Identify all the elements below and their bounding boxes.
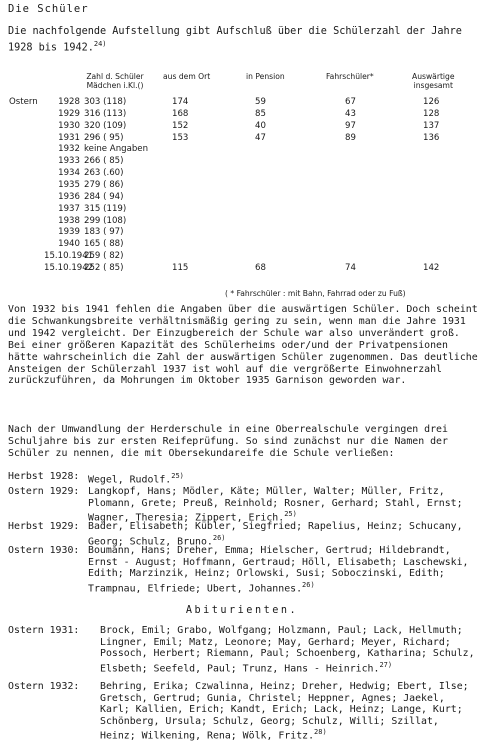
row-total: 263 (.60): [84, 168, 124, 179]
footnote-ref: 28): [314, 728, 327, 737]
row-fahr: 97: [345, 120, 356, 131]
paragraph-transition: Nach der Umwandlung der Herderschule in eine Oberrealschule vergingen drei Schuljahre bis zur ersten Reifeprüfung. So sind zunächst nur die Namen der Schüler zu nennen, die mit Obersekundareife die Schule verließen:: [8, 424, 448, 459]
col-header-ort: aus dem Ort: [163, 72, 211, 81]
abiturienten-heading: Abiturienten.: [185, 605, 299, 616]
row-total: 252 ( 85): [84, 262, 124, 273]
table-row: [0, 168, 484, 180]
list-item-names: [88, 521, 480, 547]
names-text: Langkopf, Hans; Mödler, Käte; Müller, Walter; Müller, Fritz, Plomann, Grete; Preuß, Reinhold; Rosner, Gerhard; Stahl, Ernst; Wagner, Theresia; Zippert, Erich.: [88, 486, 463, 524]
col-header-pension: in Pension: [246, 72, 285, 81]
row-ort: 115: [172, 262, 189, 273]
row-year: 1932: [58, 144, 80, 155]
row-year: 1939: [58, 227, 80, 238]
list-item-date: Ostern 1931:: [8, 625, 80, 636]
row-total: 165 ( 88): [84, 239, 124, 250]
row-year: 1930: [58, 120, 80, 131]
row-fahr: 67: [345, 97, 356, 107]
table-row: [0, 263, 484, 275]
list-item-date: Herbst 1929:: [8, 521, 80, 532]
col-header-total-line2: Mädchen i.Kl.(): [86, 81, 144, 90]
row-label: Ostern: [9, 97, 38, 107]
row-ausw: 137: [423, 120, 440, 131]
row-year: 1935: [58, 179, 80, 190]
row-ausw: 128: [423, 108, 440, 119]
footnote-ref: 24): [93, 40, 107, 48]
col-header-ausw-line2: insgesamt: [413, 81, 453, 90]
col-header-total: [70, 72, 160, 90]
table-row: [0, 216, 484, 228]
row-ausw: 126: [423, 97, 440, 107]
col-header-fahr: Fahrschüler*: [326, 72, 374, 81]
row-fahr: 74: [345, 262, 356, 273]
row-year: 1936: [58, 191, 80, 202]
footnote-ref: 25): [171, 472, 184, 480]
row-total: 299 (108): [84, 215, 127, 226]
footnote-ref: 25): [284, 510, 297, 519]
list-item-date: Ostern 1930:: [8, 545, 80, 556]
list-item-names: [100, 625, 480, 675]
table-row: [0, 180, 484, 192]
row-year: 1938: [58, 215, 80, 226]
row-total: 316 (113): [84, 108, 127, 119]
row-year: 15.10.1941: [44, 251, 94, 262]
row-year: 15.10.1942: [44, 262, 94, 273]
table-row: [0, 204, 484, 216]
names-text: Brock, Emil; Grabo, Wolfgang; Holzmann, Paul; Lack, Hellmuth; Lingner, Emil; Matz, Leonore; May, Gerhard; Meyer, Richard; Possoch, Herbert; Riemann, Paul; Schoenberg, Katharina; Schulz, Elsbeth; Seefeld, Paul; Trunz, Hans - Heinrich.: [100, 625, 475, 675]
row-total: 279 ( 86): [84, 179, 124, 190]
names-text: Boumann, Hans; Dreher, Emma; Hielscher, Gertrud; Hildebrandt, Ernst - August; Hoffmann, Gertraud; Höll, Elisabeth; Laschewski, Edith; Marzinzik, Heinz; Orlowski, Susi; Soboczinski, Edith; Trampnau, Elfriede; Ubert, Johannes.: [88, 545, 469, 595]
table-row: [0, 121, 484, 133]
row-year: 1929: [58, 108, 80, 119]
row-total: 296 ( 95): [84, 132, 124, 143]
col-header-ausw-line1: Auswärtige: [412, 72, 455, 81]
list-item-names: [88, 486, 480, 524]
footnote-ref: 27): [379, 660, 393, 669]
row-ort: 153: [172, 132, 189, 143]
list-item-names: [100, 681, 480, 742]
col-header-total-line1: Zahl d. Schüler: [86, 72, 144, 81]
row-total: 266 ( 85): [84, 156, 124, 167]
table-footnote: ( * Fahrschüler : mit Bahn, Fahrrad oder zu Fuß): [225, 289, 406, 298]
list-item-date: Ostern 1932:: [8, 681, 80, 692]
table-row: [0, 133, 484, 145]
row-total: 259 ( 82): [84, 251, 124, 262]
row-ort: 152: [172, 120, 189, 131]
row-total: 284 ( 94): [84, 191, 124, 202]
list-item-date: Herbst 1928:: [8, 471, 80, 482]
row-ausw: 142: [423, 262, 440, 273]
row-total: keine Angaben: [84, 144, 149, 155]
names-text: Behring, Erika; Czwalinna, Heinz; Dreher, Hedwig; Ebert, Ilse; Gretsch, Gertrud; Gunia, Christel; Heppner, Agnes; Jaekel, Karl; Kallien, Erich; Kandt, Erich; Lack, Heinz; Lange, Kurt; Schönberg, Ursula; Schulz, Georg; Schulz, Willi; Szillat, Heinz; Wilkening, Rena; Wölk, Fritz.: [100, 681, 469, 742]
table-row: [0, 156, 484, 168]
paragraph-missing-data: Von 1932 bis 1941 fehlen die Angaben über die auswärtigen Schüler. Doch scheint die Schwankungsbreite verhältnismäßig gering zu sein, wenn man die Jahre 1931 und 1942 vergleicht. Der Einzugbereich der Schule war also unverändert groß. Bei einer größeren Kapazität des Schülerheims oder/und der Privatpensionen hätte wahrscheinlich die Zahl der auswärtigen Schüler zugenommen. Das deutliche Ansteigen der Schülerzahl 1937 ist wohl auf die vergrößerte Einwohnerzahl zurückzuführen, da Mohrungen im Oktober 1935 Garnison geworden war.: [8, 304, 478, 387]
row-ausw: 136: [423, 132, 440, 143]
row-pension: 68: [255, 262, 266, 273]
footnote-ref: 26): [302, 580, 315, 589]
list-item-names: [88, 471, 480, 486]
row-ort: 174: [172, 97, 189, 107]
table-row: [0, 109, 484, 121]
table-row: [0, 144, 484, 156]
row-fahr: 89: [345, 132, 356, 143]
table-row: [0, 251, 484, 263]
section-heading: Die Schüler: [8, 3, 89, 15]
row-pension: 85: [255, 108, 266, 119]
row-fahr: 43: [345, 108, 356, 119]
names-text: Wegel, Rudolf.: [88, 474, 172, 486]
table-row: [0, 97, 484, 109]
col-header-ausw: [412, 72, 455, 90]
table-row: [0, 239, 484, 251]
row-year: 1928: [58, 97, 80, 107]
row-year: 1933: [58, 156, 80, 167]
row-year: 1937: [58, 203, 80, 214]
footnote-ref: 26): [212, 533, 226, 542]
table-row: [0, 227, 484, 239]
intro-text: [8, 26, 478, 54]
intro-sentence: Die nachfolgende Aufstellung gibt Aufschluß über die Schülerzahl der Jahre 1928 bis 1942.: [8, 26, 462, 54]
names-text: Bader, Elisabeth; Kübler, Siegfried; Rapelius, Heinz; Schucany, Georg; Schulz, Bruno.: [88, 521, 463, 547]
row-pension: 47: [255, 132, 266, 143]
row-pension: 59: [255, 97, 266, 107]
row-year: 1934: [58, 168, 80, 179]
row-pension: 40: [255, 120, 266, 131]
table-row: [0, 192, 484, 204]
list-item-date: Ostern 1929:: [8, 486, 80, 497]
row-total: 183 ( 97): [84, 227, 124, 238]
row-total: 315 (119): [84, 203, 127, 214]
row-ort: 168: [172, 108, 189, 119]
list-item-names: [88, 545, 480, 595]
row-year: 1940: [58, 239, 80, 250]
row-total: 320 (109): [84, 120, 127, 131]
row-total: 303 (118): [84, 97, 127, 107]
row-year: 1931: [58, 132, 80, 143]
